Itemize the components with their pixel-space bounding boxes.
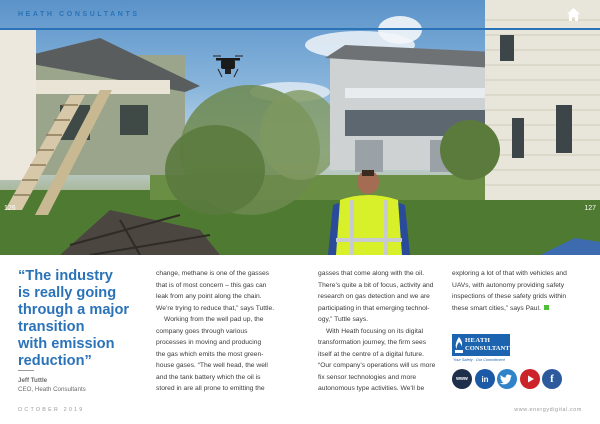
body-line: transformation journey, the firm sees: [318, 339, 427, 346]
youtube-button[interactable]: [520, 369, 540, 389]
pull-quote-line: transition: [18, 319, 85, 335]
issue-date: OCTOBER 2019: [18, 407, 85, 413]
logo-text-heath: HEATH: [465, 337, 491, 344]
page-number-right: 127: [584, 205, 596, 212]
body-line-text: these smart cities,” says Paul.: [452, 304, 541, 312]
body-line: house gases. “The well head, the well: [156, 362, 268, 369]
body-line: We’re trying to reduce that,” says Tuttle.: [156, 304, 275, 312]
quote-author-name: Jeff Tuttle: [18, 377, 48, 384]
brand-name: HEATH CONSULTANTS: [18, 11, 140, 18]
body-column-1: [156, 268, 306, 395]
body-line: “Our company’s operations will us more: [318, 362, 436, 369]
facebook-button[interactable]: [542, 369, 562, 389]
body-line: exploring a lot of that with vehicles and: [452, 270, 567, 277]
pull-quote-line: with emission: [18, 336, 115, 352]
flame-icon: [454, 336, 464, 354]
pull-quote-line: reduction”: [18, 353, 92, 369]
pull-quote-line: is really going: [18, 285, 117, 301]
header-rule: [0, 28, 600, 30]
end-of-article-mark: [544, 305, 549, 310]
body-line: the gas which emits the most green-: [156, 350, 264, 358]
twitter-icon: [497, 369, 517, 389]
body-line: leak from any point along the chain.: [156, 293, 262, 300]
body-line: gasses that come along with the oil.: [318, 270, 424, 277]
body-line: With Heath focusing on its digital: [326, 327, 424, 335]
body-line: stored in are all prone to emitting the: [156, 385, 265, 392]
twitter-button[interactable]: [497, 369, 517, 389]
linkedin-icon: in: [481, 374, 489, 384]
body-line: processes in moving and producing: [156, 339, 262, 346]
logo-tagline: Your Safety . Our Commitment: [453, 358, 505, 362]
body-line: that is of most concern – this gas can: [156, 281, 267, 289]
body-line: itself at the centre of a digital future.: [318, 350, 424, 358]
pull-quote-line: through a major: [18, 302, 130, 318]
body-line: There’s quite a bit of focus, activity and: [318, 281, 434, 289]
pull-quote-line: “The industry: [18, 268, 113, 284]
logo-text-consultants: CONSULTANTS: [465, 345, 514, 352]
body-line: participating in that emerging technol-: [318, 304, 430, 312]
body-line: Working from the well pad up, the: [164, 316, 264, 323]
body-line: change, methane is one of the gasses: [156, 270, 270, 277]
website-url[interactable]: www.energydigital.com: [514, 407, 582, 413]
facebook-icon: f: [550, 373, 554, 385]
body-line: and the tank battery which the oil is: [156, 373, 261, 381]
quote-author-role: CEO, Heath Consultants: [18, 386, 86, 393]
quote-divider: [18, 370, 34, 371]
body-line: fix sensor technologies and more: [318, 373, 417, 381]
body-line: research on gas detection and we are: [318, 293, 430, 300]
body-line: autonomous type activities. We’ll be: [318, 385, 425, 392]
heath-logo[interactable]: [452, 334, 514, 364]
body-line-last: [452, 303, 582, 315]
body-line: inspections of these safety grids within: [452, 293, 567, 300]
youtube-icon: [520, 369, 540, 389]
home-icon[interactable]: [566, 7, 581, 22]
body-line: company goes through various: [156, 327, 248, 335]
linkedin-button[interactable]: [475, 369, 495, 389]
body-line: ogy,” Tuttle says.: [318, 316, 369, 323]
logo-box: [452, 334, 514, 356]
globe-icon: www: [456, 376, 468, 382]
drone-icon: [213, 56, 243, 77]
body-column-2: [318, 268, 443, 395]
page-number-left: 126: [4, 205, 16, 212]
website-button[interactable]: [452, 369, 472, 389]
body-column-3: [452, 268, 582, 314]
body-line: UAVs, with autonomy providing safety: [452, 281, 565, 289]
pull-quote: [18, 268, 146, 370]
